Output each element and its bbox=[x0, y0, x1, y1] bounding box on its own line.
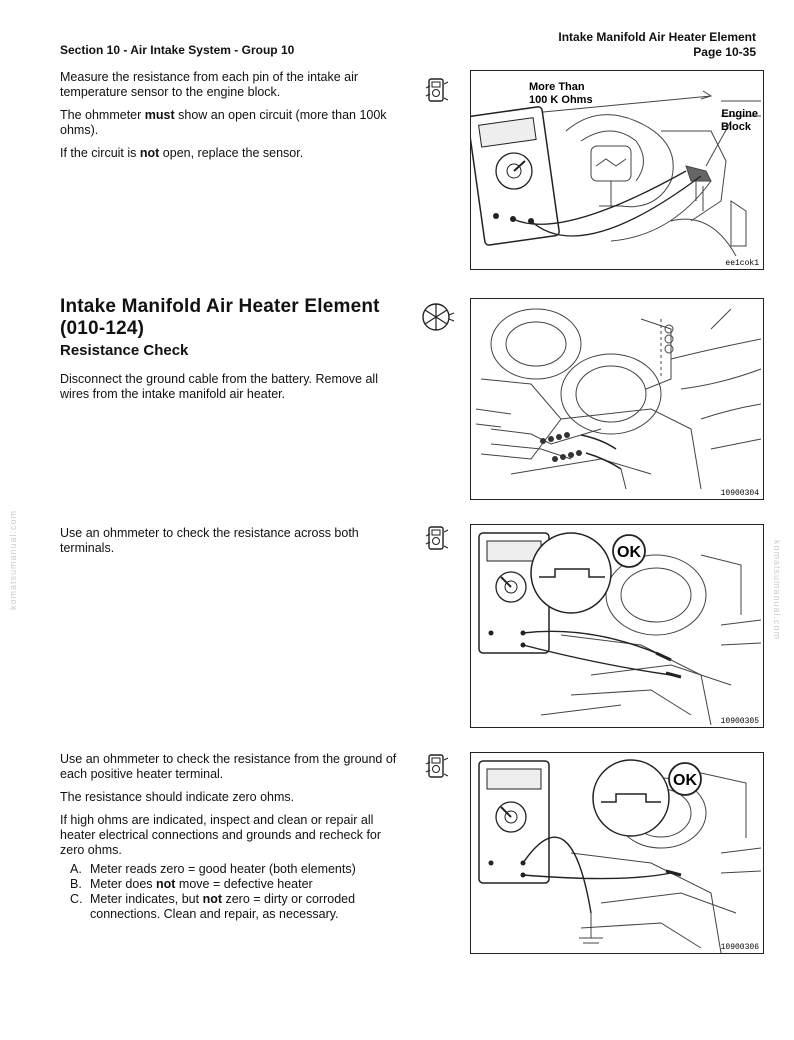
heater-wires-figure bbox=[470, 298, 764, 500]
paragraph: Use an ohmmeter to check the resistance across both terminals. bbox=[60, 526, 359, 555]
figure-code: 10900305 bbox=[720, 717, 759, 726]
disconnect-text bbox=[60, 372, 408, 410]
list-item: B. Meter does not move = defective heater bbox=[70, 877, 313, 891]
figure-code: 10900306 bbox=[720, 943, 759, 952]
list-item: C. Meter indicates, but not zero = dirty or corroded connections. Clean and repair, as necessary. bbox=[70, 892, 356, 921]
page-header-title: Intake Manifold Air Heater Element bbox=[558, 30, 756, 44]
ground-check-text bbox=[60, 752, 408, 922]
figure-code: 10900304 bbox=[720, 489, 759, 498]
engine-label: Engine bbox=[721, 108, 758, 120]
paragraph: If the circuit is not open, replace the sensor. bbox=[60, 146, 304, 160]
paragraph: Measure the resistance from each pin of the intake air temperature sensor to the engine block. bbox=[60, 70, 359, 99]
figure-code: ee1cok1 bbox=[725, 259, 759, 268]
ok-badge: OK bbox=[673, 772, 697, 789]
ohmmeter-icon bbox=[424, 524, 450, 554]
list-item: A. Meter reads zero = good heater (both elements) bbox=[70, 862, 356, 876]
watermark: komatsumanual.com bbox=[772, 540, 782, 641]
callout-label: 100 K Ohms bbox=[529, 94, 593, 106]
sensor-resistance-figure bbox=[470, 70, 764, 270]
paragraph: Use an ohmmeter to check the resistance from the ground of each positive heater terminal. bbox=[60, 752, 397, 781]
terminals-check-text bbox=[60, 526, 408, 564]
page-header bbox=[558, 30, 756, 60]
section-subtitle: Resistance Check bbox=[60, 342, 189, 359]
result-list bbox=[60, 862, 408, 922]
terminal-resistance-figure bbox=[470, 524, 764, 728]
paragraph: The ohmmeter must show an open circuit (more than 100k ohms). bbox=[60, 108, 387, 137]
paragraph: If high ohms are indicated, inspect and clean or repair all heater electrical connections and grounds and recheck for zero ohms. bbox=[60, 813, 382, 857]
ohmmeter-icon bbox=[424, 752, 450, 782]
disassembly-icon bbox=[420, 300, 456, 336]
section-title-line: Intake Manifold Air Heater Element bbox=[60, 296, 380, 317]
callout-label: More Than bbox=[529, 81, 585, 93]
page-number: Page 10-35 bbox=[693, 45, 756, 59]
section-title bbox=[60, 296, 410, 340]
paragraph: The resistance should indicate zero ohms. bbox=[60, 790, 295, 804]
engine-label: Block bbox=[721, 121, 751, 133]
ok-badge: OK bbox=[617, 544, 641, 561]
watermark: komatsumanual.com bbox=[8, 509, 18, 610]
section-header: Section 10 - Air Intake System - Group 10 bbox=[60, 43, 295, 57]
paragraph: Disconnect the ground cable from the battery. Remove all wires from the intake manifold air heater. bbox=[60, 372, 378, 401]
sensor-check-text bbox=[60, 70, 408, 169]
ohmmeter-icon bbox=[424, 76, 450, 106]
section-title-line: (010-124) bbox=[60, 318, 145, 339]
ground-resistance-figure bbox=[470, 752, 764, 954]
